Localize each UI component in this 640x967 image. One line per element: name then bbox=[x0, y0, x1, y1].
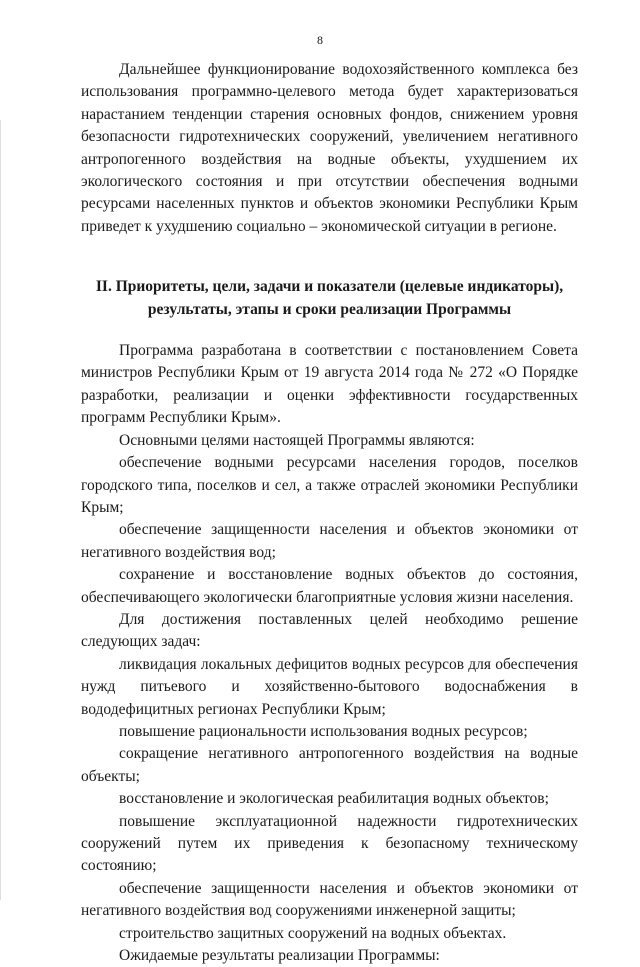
results-intro: Ожидаемые результаты реализации Программы: bbox=[119, 947, 440, 965]
goal-item: сохранение и восстановление водных объектов до состояния, обеспечивающего экологически благоприятные условия жизни населения. bbox=[81, 566, 578, 606]
task-item: повышение рациональности использования водных ресурсов; bbox=[119, 722, 528, 740]
section-heading bbox=[81, 276, 578, 321]
goals-intro: Основными целями настоящей Программы являются: bbox=[119, 431, 475, 449]
page-number: 8 bbox=[317, 33, 323, 47]
task-item: строительство защитных сооружений на водных объектах. bbox=[119, 924, 507, 942]
tasks-intro: Для достижения поставленных целей необходимо решение следующих задач: bbox=[81, 610, 578, 651]
intro-paragraph: Дальнейшее функционирование водохозяйственного комплекса без использования программно-целевого метода будет характеризоваться нарастанием тенденции старения основных фондов, снижением уровня безопасности гидротехнических сооружений, увеличением негативного антропогенного воздействия на водные объекты, ухудшением их экологического состояния и при отсутствии обеспечения водными ресурсами населенных пунктов и объектов экономики Республики Крым приведет к ухудшению социально – экономической ситуации в регионе. bbox=[81, 61, 578, 235]
section-heading-line-2: результаты, этапы и сроки реализации Программы bbox=[147, 300, 512, 318]
task-item: восстановление и экологическая реабилитация водных объектов; bbox=[119, 790, 549, 808]
goal-item: обеспечение защищенности населения и объектов экономики от негативного воздействия вод; bbox=[81, 521, 578, 561]
program-basis-paragraph: Программа разработана в соответствии с постановлением Совета министров Республики Крым от 19 августа 2014 года № 272 «О Порядке разработки, реализации и оценки эффективности государственных программ Республики Крым». bbox=[81, 342, 578, 427]
task-item: ликвидация локальных дефицитов водных ресурсов для обеспечения нужд питьевого и хозяйственно-бытового водоснабжения в вододефицитных регионах Республики Крым; bbox=[81, 655, 578, 718]
task-item: обеспечение защищенности населения и объектов экономики от негативного воздействия вод сооружениями инженерной защиты; bbox=[81, 879, 578, 920]
document-body bbox=[81, 59, 578, 967]
task-item: сокращение негативного антропогенного воздействия на водные объекты; bbox=[81, 745, 578, 785]
task-item: повышение эксплуатационной надежности гидротехнических сооружений путем их приведения к безопасному техническому состоянию; bbox=[81, 812, 578, 875]
scan-edge-mark bbox=[0, 120, 1, 900]
section-heading-line-1: II. Приоритеты, цели, задачи и показатели (целевые индикаторы), bbox=[95, 278, 564, 296]
goal-item: обеспечение водными ресурсами населения городов, поселков городского типа, поселков и сел, а также отраслей экономики Республики Крым; bbox=[81, 454, 578, 516]
